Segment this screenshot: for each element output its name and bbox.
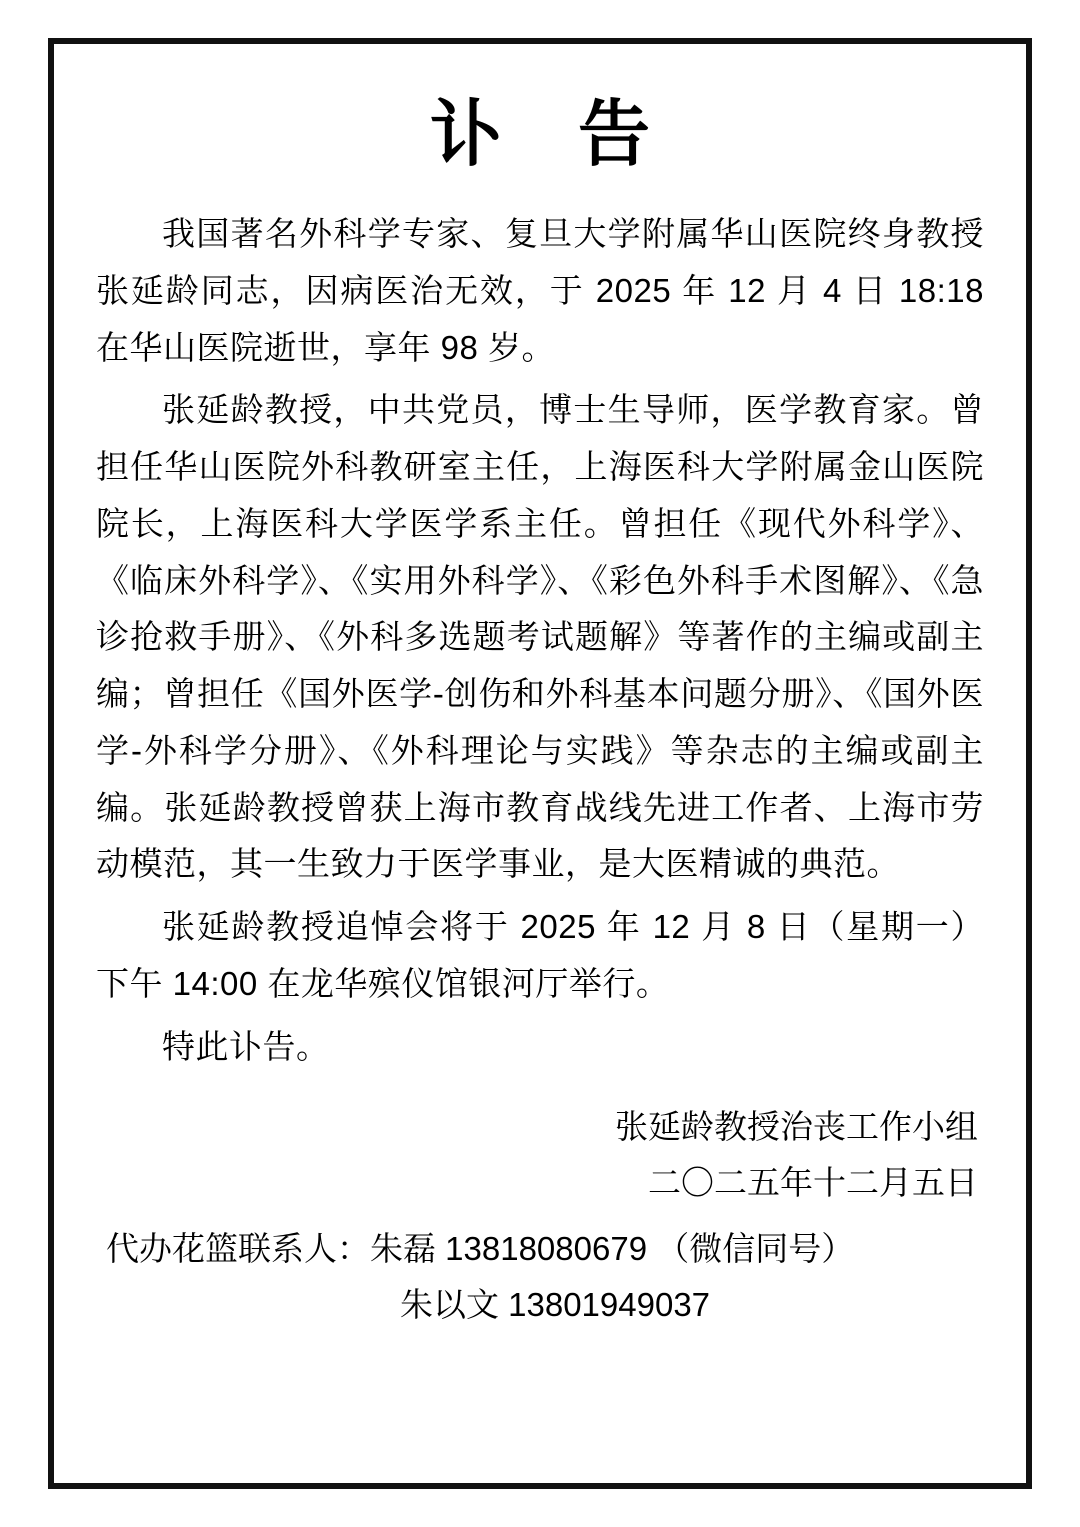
notice-body — [96, 206, 984, 1085]
contact-secondary: 朱以文 13801949037 — [399, 1285, 711, 1323]
paragraph-memorial-service: 张延龄教授追悼会将于 2025 年 12 月 8 日（星期一）下午 14:00 在龙华殡仪馆银河厅举行。 — [96, 908, 984, 1002]
signature-group: 张延龄教授治丧工作小组 — [615, 1108, 978, 1146]
contact-block — [96, 1221, 984, 1332]
notice-frame — [48, 38, 1032, 1489]
page-title: 讣 告 — [429, 95, 678, 175]
signature-date: 二〇二五年十二月五日 — [648, 1164, 978, 1202]
bottom-spacer — [96, 1332, 984, 1457]
paragraph-biography: 张延龄教授，中共党员，博士生导师，医学教育家。曾担任华山医院外科教研室主任，上海医科大学附属金山医院院长，上海医科大学医学系主任。曾担任《现代外科学》、《临床外科学》、《实用外科学》、《彩色外科手术图解》、《急诊抢救手册》、《外科多选题考试题解》等著作的主编或副主编；曾担任《国外医学-创伤和外科基本问题分册》、《国外医学-外科学分册》、《外科理论与实践》等杂志的主编或副主编。张延龄教授曾获上海市教育战线先进工作者、上海市劳动模范，其一生致力于医学事业，是大医精诚的典范。 — [96, 391, 984, 883]
paragraph-closing: 特此讣告。 — [162, 1027, 330, 1065]
contact-primary: 代办花篮联系人：朱磊 13818080679 （微信同号） — [106, 1230, 855, 1268]
signature-block — [96, 1099, 984, 1211]
paragraph-death-announcement: 我国著名外科学专家、复旦大学附属华山医院终身教授张延龄同志，因病医治无效，于 2025 年 12 月 4 日 18:18 在华山医院逝世，享年 98 岁。 — [96, 215, 984, 366]
